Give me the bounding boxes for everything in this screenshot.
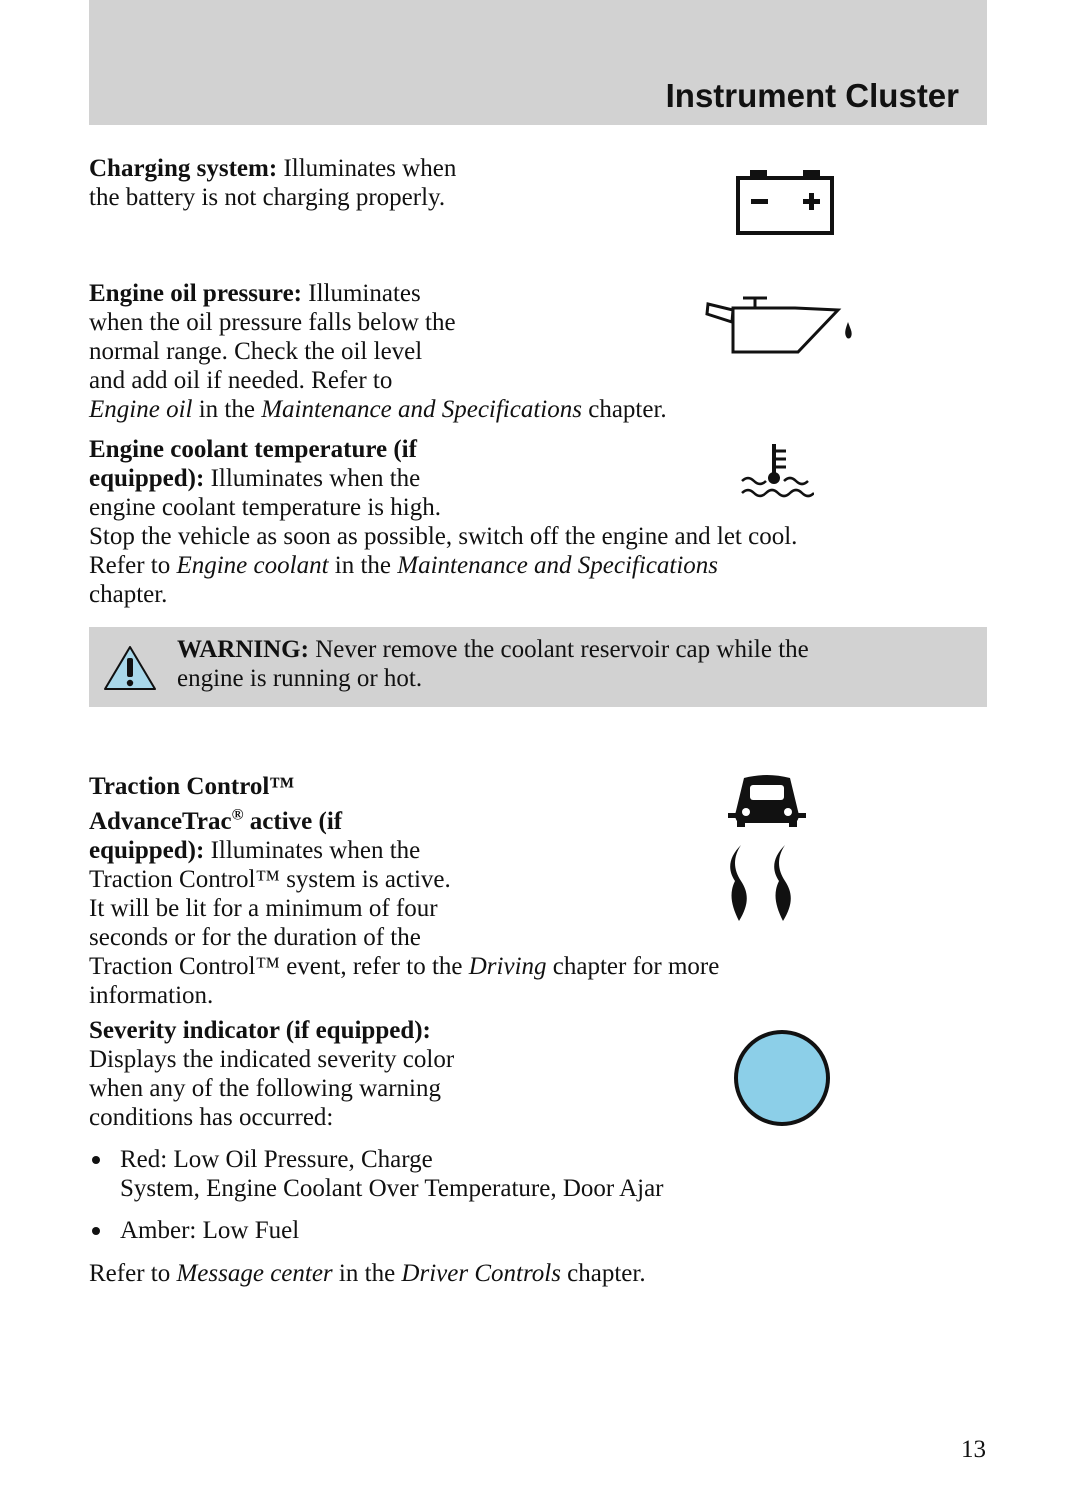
coolant-temperature-section: Engine coolant temperature (if equipped): Illuminates when the engine coolant temperature is high. Stop the vehicle as soon as possible, switch off the engine and let cool. Refer to Engine coolant in the Maintenance and Specifications chapter. xyxy=(89,436,798,608)
header-band xyxy=(89,0,987,125)
bullet-dot xyxy=(92,1156,100,1164)
severity-bullet-list xyxy=(89,1145,664,1245)
oil-can-icon xyxy=(703,292,863,360)
charging-system-section: Charging system: Illuminates when the battery is not charging properly. xyxy=(89,155,457,211)
warning-triangle-icon xyxy=(102,644,158,692)
oil-label: Engine oil pressure: xyxy=(89,280,302,307)
page-title: Instrument Cluster xyxy=(665,77,959,114)
bullet-dot xyxy=(92,1227,100,1235)
message-center-reference: Refer to Message center in the Driver Controls chapter. xyxy=(89,1260,646,1287)
oil-pressure-section: Engine oil pressure: Illuminates when the oil pressure falls below the normal range. Check the oil level and add oil if needed. Refer to Engine oil in the Maintenance and Specifications chapter. xyxy=(89,280,667,423)
list-item: Red: Low Oil Pressure, Charge System, Engine Coolant Over Temperature, Door Ajar xyxy=(89,1145,664,1203)
battery-icon xyxy=(733,168,837,238)
warning-label: WARNING: xyxy=(177,636,309,663)
severity-indicator-icon xyxy=(732,1028,832,1128)
coolant-temperature-icon xyxy=(738,441,814,501)
page-number: 13 xyxy=(961,1436,986,1463)
traction-control-icon xyxy=(727,773,807,923)
warning-box xyxy=(89,627,987,707)
warning-text: WARNING: Never remove the coolant reservoir cap while the engine is running or hot. xyxy=(177,636,809,692)
list-item: Amber: Low Fuel xyxy=(89,1216,664,1245)
severity-indicator-section: Severity indicator (if equipped): Displays the indicated severity color when any of the following warning conditions has occurred: xyxy=(89,1017,455,1131)
traction-control-section: Traction Control™ AdvanceTrac® active (if equipped): Illuminates when the Traction Control™ system is active. It will be lit for a minimum of four seconds or for the duration of the Traction Control™ event, refer to the Driving chapter for more information. xyxy=(89,773,720,1010)
charging-label: Charging system: xyxy=(89,155,278,182)
